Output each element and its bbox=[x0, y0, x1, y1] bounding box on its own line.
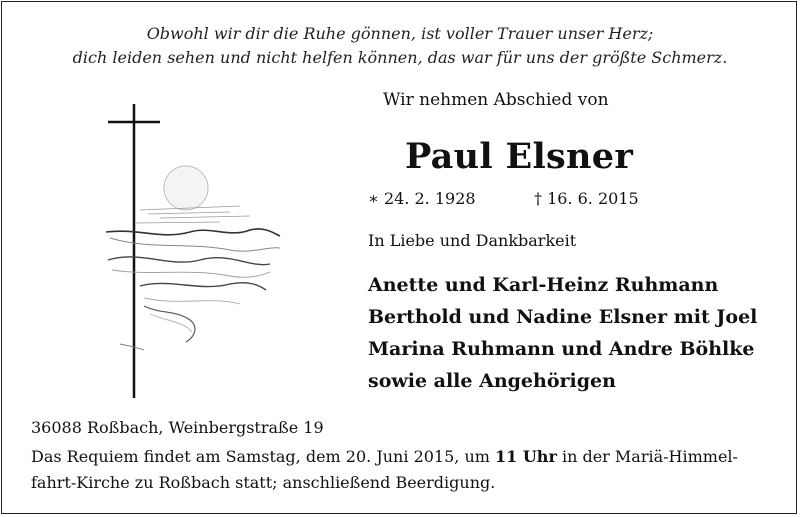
address: 36088 Roßbach, Weinbergstraße 19 bbox=[31, 418, 324, 437]
mourner-line: sowie alle Angehörigen bbox=[368, 370, 616, 392]
poem-line-2: dich leiden sehen und nicht helfen können, das war für uns der größte Schmerz. bbox=[72, 48, 728, 67]
mourner-line: Berthold und Nadine Elsner mit Joel bbox=[368, 306, 758, 328]
requiem-line-2: fahrt-Kirche zu Roßbach statt; anschließend Beerdigung. bbox=[31, 473, 496, 492]
intro-text: Wir nehmen Abschied von bbox=[383, 90, 609, 110]
requiem-line-1 bbox=[31, 447, 738, 466]
requiem-text: Das Requiem findet am Samstag, dem 20. Juni 2015, um bbox=[31, 447, 496, 466]
requiem-text: in der Mariä-Himmel- bbox=[556, 447, 738, 466]
cross-landscape-drawing bbox=[100, 100, 330, 400]
death-date: † 16. 6. 2015 bbox=[534, 189, 639, 208]
deceased-name: Paul Elsner bbox=[405, 136, 634, 177]
mourner-line: Marina Ruhmann und Andre Böhlke bbox=[368, 338, 755, 360]
mourner-line: Anette und Karl-Heinz Ruhmann bbox=[368, 274, 719, 296]
birth-date: ∗ 24. 2. 1928 bbox=[368, 189, 476, 208]
closing-text: In Liebe und Dankbarkeit bbox=[368, 231, 577, 250]
requiem-time: 11 Uhr bbox=[495, 447, 557, 466]
poem-line-1: Obwohl wir dir die Ruhe gönnen, ist voller Trauer unser Herz; bbox=[146, 24, 654, 43]
